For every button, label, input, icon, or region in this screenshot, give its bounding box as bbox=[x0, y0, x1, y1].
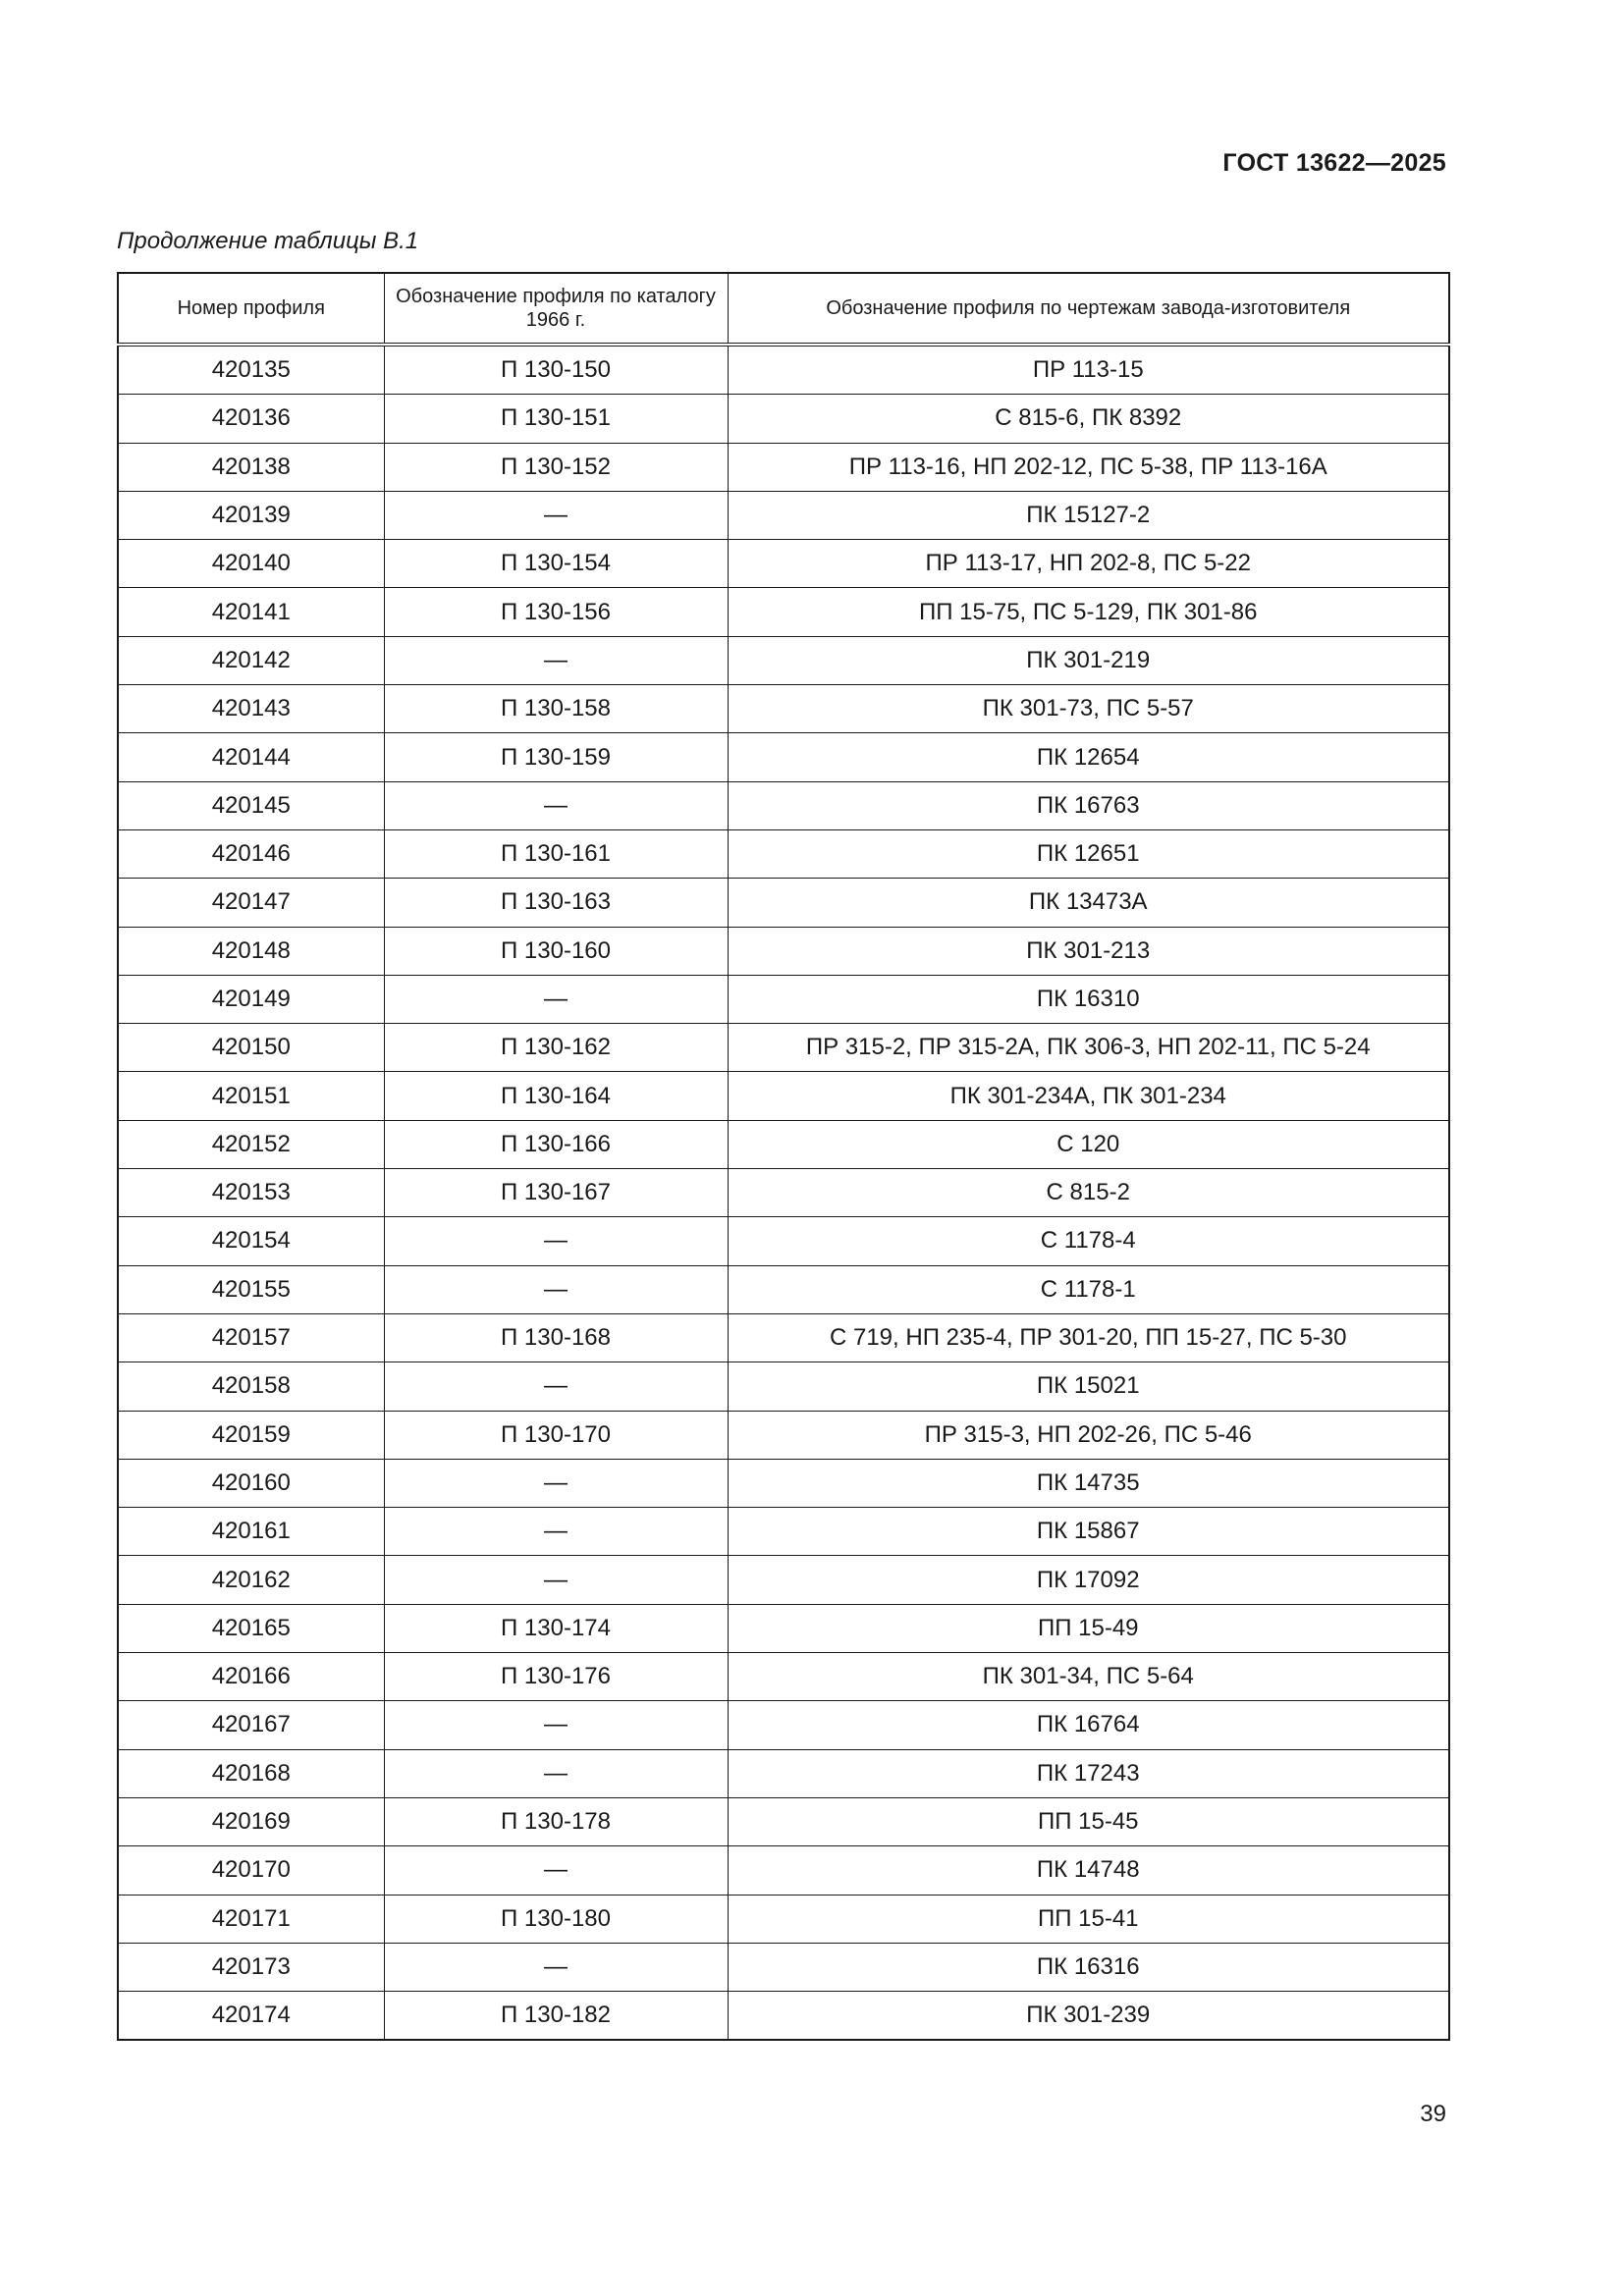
table-row bbox=[118, 1701, 1449, 1749]
table-row bbox=[118, 1846, 1449, 1895]
table-row bbox=[118, 1313, 1449, 1362]
table-row bbox=[118, 927, 1449, 975]
header-row bbox=[118, 273, 1449, 345]
catalog-designation-cell: П 130-178 bbox=[384, 1797, 728, 1845]
profile-number-cell: 420142 bbox=[118, 636, 384, 684]
catalog-designation-cell: П 130-162 bbox=[384, 1024, 728, 1072]
profile-number-cell: 420151 bbox=[118, 1072, 384, 1120]
catalog-designation-cell: П 130-161 bbox=[384, 829, 728, 878]
profile-number-cell: 420140 bbox=[118, 540, 384, 588]
profile-number-cell: 420139 bbox=[118, 491, 384, 539]
profile-number-cell: 420169 bbox=[118, 1797, 384, 1845]
table-caption: Продолжение таблицы В.1 bbox=[117, 228, 419, 254]
profile-number-cell: 420138 bbox=[118, 443, 384, 491]
table-row bbox=[118, 636, 1449, 684]
catalog-designation-cell: — bbox=[384, 1217, 728, 1265]
table-row bbox=[118, 1749, 1449, 1797]
factory-designation-cell: С 1178-4 bbox=[728, 1217, 1449, 1265]
factory-designation-cell: С 120 bbox=[728, 1120, 1449, 1168]
catalog-designation-cell: П 130-182 bbox=[384, 1992, 728, 2041]
table-row bbox=[118, 1653, 1449, 1701]
catalog-designation-cell: П 130-152 bbox=[384, 443, 728, 491]
factory-designation-cell: ПК 17243 bbox=[728, 1749, 1449, 1797]
profile-number-cell: 420165 bbox=[118, 1604, 384, 1652]
table-row bbox=[118, 588, 1449, 636]
factory-designation-cell: ПП 15-75, ПС 5-129, ПК 301-86 bbox=[728, 588, 1449, 636]
catalog-designation-cell: — bbox=[384, 781, 728, 829]
column-header-profile-number: Номер профиля bbox=[118, 273, 384, 345]
table-row bbox=[118, 491, 1449, 539]
factory-designation-cell: ПК 15127-2 bbox=[728, 491, 1449, 539]
catalog-designation-cell: П 130-166 bbox=[384, 1120, 728, 1168]
factory-designation-cell: ПР 113-15 bbox=[728, 345, 1449, 395]
factory-designation-cell: ПК 15021 bbox=[728, 1362, 1449, 1411]
profile-number-cell: 420146 bbox=[118, 829, 384, 878]
table-row bbox=[118, 1362, 1449, 1411]
factory-designation-cell: ПК 301-234А, ПК 301-234 bbox=[728, 1072, 1449, 1120]
catalog-designation-cell: П 130-154 bbox=[384, 540, 728, 588]
table-row bbox=[118, 1072, 1449, 1120]
factory-designation-cell: ПК 12651 bbox=[728, 829, 1449, 878]
factory-designation-cell: ПК 301-239 bbox=[728, 1992, 1449, 2041]
factory-designation-cell: ПК 14735 bbox=[728, 1459, 1449, 1507]
profile-number-cell: 420160 bbox=[118, 1459, 384, 1507]
table-body bbox=[118, 345, 1449, 2040]
catalog-designation-cell: П 130-170 bbox=[384, 1411, 728, 1459]
catalog-designation-cell: П 130-174 bbox=[384, 1604, 728, 1652]
profile-number-cell: 420144 bbox=[118, 733, 384, 781]
table-row bbox=[118, 1169, 1449, 1217]
table-row bbox=[118, 345, 1449, 395]
table-row bbox=[118, 1508, 1449, 1556]
catalog-designation-cell: П 130-164 bbox=[384, 1072, 728, 1120]
table-row bbox=[118, 1992, 1449, 2041]
factory-designation-cell: ПК 301-213 bbox=[728, 927, 1449, 975]
profile-number-cell: 420158 bbox=[118, 1362, 384, 1411]
catalog-designation-cell: — bbox=[384, 636, 728, 684]
profile-number-cell: 420157 bbox=[118, 1313, 384, 1362]
catalog-designation-cell: П 130-156 bbox=[384, 588, 728, 636]
profile-number-cell: 420167 bbox=[118, 1701, 384, 1749]
profile-number-cell: 420154 bbox=[118, 1217, 384, 1265]
document-code: ГОСТ 13622—2025 bbox=[1222, 149, 1446, 177]
factory-designation-cell: ПК 16316 bbox=[728, 1943, 1449, 1991]
factory-designation-cell: ПР 113-17, НП 202-8, ПС 5-22 bbox=[728, 540, 1449, 588]
table-row bbox=[118, 1024, 1449, 1072]
profile-number-cell: 420153 bbox=[118, 1169, 384, 1217]
factory-designation-cell: ПК 16764 bbox=[728, 1701, 1449, 1749]
table-row bbox=[118, 733, 1449, 781]
profile-number-cell: 420141 bbox=[118, 588, 384, 636]
catalog-designation-cell: — bbox=[384, 1556, 728, 1604]
profile-number-cell: 420149 bbox=[118, 975, 384, 1023]
table-row bbox=[118, 975, 1449, 1023]
factory-designation-cell: ПП 15-45 bbox=[728, 1797, 1449, 1845]
profile-number-cell: 420150 bbox=[118, 1024, 384, 1072]
table-row bbox=[118, 540, 1449, 588]
catalog-designation-cell: П 130-163 bbox=[384, 879, 728, 927]
factory-designation-cell: ПК 301-34, ПС 5-64 bbox=[728, 1653, 1449, 1701]
factory-designation-cell: ПК 17092 bbox=[728, 1556, 1449, 1604]
factory-designation-cell: ПК 12654 bbox=[728, 733, 1449, 781]
profile-number-cell: 420166 bbox=[118, 1653, 384, 1701]
catalog-designation-cell: — bbox=[384, 1362, 728, 1411]
catalog-designation-cell: — bbox=[384, 1508, 728, 1556]
table-row bbox=[118, 1797, 1449, 1845]
column-header-catalog-designation: Обозначение профиля по каталогу 1966 г. bbox=[384, 273, 728, 345]
table-row bbox=[118, 781, 1449, 829]
factory-designation-cell: С 1178-1 bbox=[728, 1265, 1449, 1313]
factory-designation-cell: С 815-6, ПК 8392 bbox=[728, 395, 1449, 443]
catalog-designation-cell: — bbox=[384, 1459, 728, 1507]
catalog-designation-cell: — bbox=[384, 491, 728, 539]
catalog-designation-cell: — bbox=[384, 975, 728, 1023]
profile-number-cell: 420147 bbox=[118, 879, 384, 927]
catalog-designation-cell: — bbox=[384, 1846, 728, 1895]
catalog-designation-cell: П 130-167 bbox=[384, 1169, 728, 1217]
table-row bbox=[118, 1120, 1449, 1168]
catalog-designation-cell: — bbox=[384, 1265, 728, 1313]
table-row bbox=[118, 685, 1449, 733]
profile-number-cell: 420173 bbox=[118, 1943, 384, 1991]
profile-number-cell: 420152 bbox=[118, 1120, 384, 1168]
table-row bbox=[118, 395, 1449, 443]
table-row bbox=[118, 1265, 1449, 1313]
factory-designation-cell: ПР 315-3, НП 202-26, ПС 5-46 bbox=[728, 1411, 1449, 1459]
profile-number-cell: 420161 bbox=[118, 1508, 384, 1556]
catalog-designation-cell: П 130-168 bbox=[384, 1313, 728, 1362]
catalog-designation-cell: — bbox=[384, 1749, 728, 1797]
profile-number-cell: 420136 bbox=[118, 395, 384, 443]
catalog-designation-cell: — bbox=[384, 1701, 728, 1749]
profiles-table bbox=[117, 272, 1450, 2041]
factory-designation-cell: ПК 301-73, ПС 5-57 bbox=[728, 685, 1449, 733]
column-header-factory-designation: Обозначение профиля по чертежам завода-изготовителя bbox=[728, 273, 1449, 345]
table-row bbox=[118, 1604, 1449, 1652]
table-row bbox=[118, 1459, 1449, 1507]
factory-designation-cell: ПК 301-219 bbox=[728, 636, 1449, 684]
catalog-designation-cell: П 130-151 bbox=[384, 395, 728, 443]
table-row bbox=[118, 879, 1449, 927]
factory-designation-cell: ПК 14748 bbox=[728, 1846, 1449, 1895]
profile-number-cell: 420171 bbox=[118, 1895, 384, 1943]
factory-designation-cell: ПП 15-49 bbox=[728, 1604, 1449, 1652]
factory-designation-cell: ПП 15-41 bbox=[728, 1895, 1449, 1943]
table-row bbox=[118, 1556, 1449, 1604]
catalog-designation-cell: П 130-160 bbox=[384, 927, 728, 975]
factory-designation-cell: ПК 13473А bbox=[728, 879, 1449, 927]
table-row bbox=[118, 829, 1449, 878]
catalog-designation-cell: П 130-158 bbox=[384, 685, 728, 733]
catalog-designation-cell: П 130-180 bbox=[384, 1895, 728, 1943]
profile-number-cell: 420135 bbox=[118, 345, 384, 395]
factory-designation-cell: ПК 16310 bbox=[728, 975, 1449, 1023]
table-row bbox=[118, 1895, 1449, 1943]
table-row bbox=[118, 443, 1449, 491]
factory-designation-cell: С 719, НП 235-4, ПР 301-20, ПП 15-27, ПС 5-30 bbox=[728, 1313, 1449, 1362]
table-header bbox=[118, 273, 1449, 345]
profile-number-cell: 420155 bbox=[118, 1265, 384, 1313]
catalog-designation-cell: — bbox=[384, 1943, 728, 1991]
profile-number-cell: 420162 bbox=[118, 1556, 384, 1604]
profile-number-cell: 420168 bbox=[118, 1749, 384, 1797]
profile-number-cell: 420145 bbox=[118, 781, 384, 829]
page-number: 39 bbox=[1420, 2101, 1446, 2127]
factory-designation-cell: ПР 315-2, ПР 315-2А, ПК 306-3, НП 202-11, ПС 5-24 bbox=[728, 1024, 1449, 1072]
profile-number-cell: 420174 bbox=[118, 1992, 384, 2041]
catalog-designation-cell: П 130-159 bbox=[384, 733, 728, 781]
profile-number-cell: 420159 bbox=[118, 1411, 384, 1459]
factory-designation-cell: ПК 16763 bbox=[728, 781, 1449, 829]
profile-number-cell: 420170 bbox=[118, 1846, 384, 1895]
table-row bbox=[118, 1411, 1449, 1459]
table-row bbox=[118, 1943, 1449, 1991]
profile-number-cell: 420148 bbox=[118, 927, 384, 975]
profile-number-cell: 420143 bbox=[118, 685, 384, 733]
factory-designation-cell: ПР 113-16, НП 202-12, ПС 5-38, ПР 113-16А bbox=[728, 443, 1449, 491]
catalog-designation-cell: П 130-150 bbox=[384, 345, 728, 395]
factory-designation-cell: С 815-2 bbox=[728, 1169, 1449, 1217]
catalog-designation-cell: П 130-176 bbox=[384, 1653, 728, 1701]
table-row bbox=[118, 1217, 1449, 1265]
factory-designation-cell: ПК 15867 bbox=[728, 1508, 1449, 1556]
